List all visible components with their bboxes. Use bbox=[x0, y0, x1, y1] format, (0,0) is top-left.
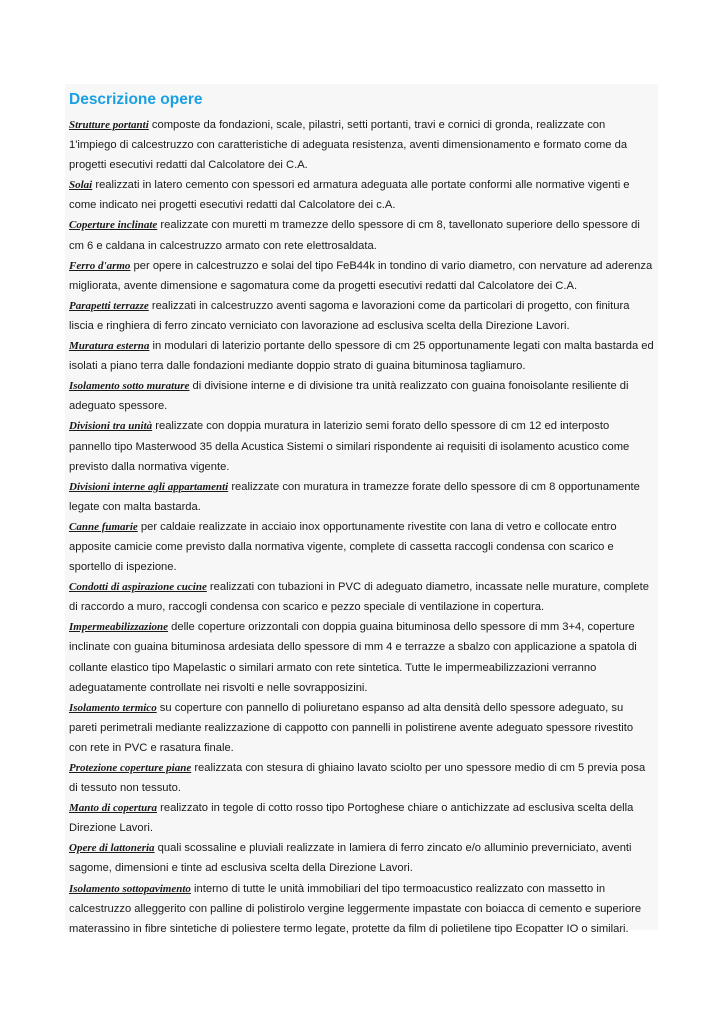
item-text: su coperture con pannello di poliuretano espanso ad alta densità dello spessore adeguato, su pareti perimetrali mediante realizzazione di cappotto con pannelli in polistirene avente adeguato spessore rivestito con rete in PVC e rasatura finale. bbox=[69, 701, 634, 754]
item-text: delle coperture orizzontali con doppia guaina bituminosa dello spessore di mm 3+4, coperture inclinate con guaina bituminosa ardesiata dello spessore di mm 4 e terrazze a sbalzo con applicazione a spatola di collante elastico tipo Mapelastic o similari armato con rete sintetica. Tutte le impermeabilizzazioni verranno adeguatamente controllate nei risvolti e nelle sovrapposizini. bbox=[69, 621, 637, 694]
item-text: realizzata con stesura di ghiaino lavato sciolto per uno spessore medio di cm 5 previa posa di tessuto non tessuto. bbox=[69, 762, 646, 795]
item-text: di divisione interne e di divisione tra unità realizzato con guaina fonoisolante resiliente di adeguato spessore. bbox=[69, 380, 629, 413]
item-term: Divisioni tra unità bbox=[69, 420, 153, 433]
item-term: Isolamento sotto murature bbox=[69, 380, 190, 393]
description-item bbox=[69, 517, 654, 577]
item-text: realizzati in calcestruzzo aventi sagoma e lavorazioni come da particolari di progetto, con finitura liscia e ringhiera di ferro zincato verniciato con lavorazione ad esclusiva scelta della Direzione Lavori. bbox=[69, 299, 630, 332]
item-text: realizzati con tubazioni in PVC di adeguato diametro, incassate nelle murature, complete di raccordo a muro, raccogli condensa con scarico e pezzo speciale di ventilazione in copertura. bbox=[69, 581, 649, 614]
item-text: per caldaie realizzate in acciaio inox opportunamente rivestite con lana di vetro e collocate entro apposite camicie come previsto dalla normativa vigente, complete di cassetta raccogli condensa con scarico e sportello di ispezione. bbox=[69, 520, 617, 574]
item-term: Divisioni interne agli appartamenti bbox=[69, 480, 229, 493]
description-item bbox=[69, 758, 654, 798]
item-term: Condotti di aspirazione cucine bbox=[69, 581, 207, 594]
item-text: composte da fondazioni, scale, pilastri, setti portanti, travi e cornici di gronda, realizzate con 1'impiego di calcestruzzo con caratteristiche di adeguata resistenza, aventi dimensionamento e formato come da progetti esecutivi redatti dal Calcolatore dei C.A. bbox=[69, 119, 628, 172]
item-text: realizzati in latero cemento con spessori ed armatura adeguata alle portate conformi alle normative vigenti e come indicato nei progetti esecutivi redatti dal Calcolatore dei c.A. bbox=[69, 179, 630, 212]
item-text: realizzato in tegole di cotto rosso tipo Portoghese chiare o antichizzate ad esclusiva scelta della Direzione Lavori. bbox=[69, 802, 634, 835]
item-text: realizzate con muretti m tramezze dello spessore di cm 8, tavellonato superiore dello spessore di cm 6 e caldana in calcestruzzo armato con rete elettrosaldata. bbox=[69, 219, 640, 252]
description-item bbox=[69, 215, 654, 255]
description-item bbox=[69, 577, 654, 617]
item-term: Manto di copertura bbox=[69, 802, 158, 815]
item-term: Isolamento termico bbox=[69, 701, 157, 714]
item-term: Parapetti terrazze bbox=[69, 299, 149, 312]
description-item bbox=[69, 376, 654, 416]
item-text: realizzate con doppia muratura in laterizio semi forato dello spessore di cm 12 ed interposto pannello tipo Masterwood 35 della Acustica Sistemi o similari rispondente ai requisiti di isolamento acustico come previsto dalla normativa vigente. bbox=[69, 420, 630, 473]
item-term: Isolamento sottopavimento bbox=[69, 882, 191, 895]
description-item bbox=[69, 698, 654, 758]
item-term: Canne fumarie bbox=[69, 520, 138, 533]
description-item bbox=[69, 798, 654, 838]
description-item bbox=[69, 477, 654, 517]
item-text: per opere in calcestruzzo e solai del tipo FeB44k in tondino di vario diametro, con nervature ad aderenza migliorata, avente dimensione e sagomatura come da progetti esecutivi redatti dal Calcolatore dei C.A. bbox=[69, 259, 653, 292]
description-item bbox=[69, 115, 654, 175]
description-item bbox=[69, 416, 654, 476]
item-text: in modulari di laterizio portante dello spessore di cm 25 opportunamente legati con malta bastarda ed isolati a piano terra dalle fondazioni mediante doppio strato di guaina bituminosa tagliamuro. bbox=[69, 340, 654, 373]
item-term: Protezione coperture piane bbox=[69, 762, 192, 774]
description-item bbox=[69, 336, 654, 376]
section-title: Descrizione opere bbox=[69, 91, 203, 108]
item-term: Ferro d'armo bbox=[69, 259, 131, 272]
item-term: Strutture portanti bbox=[69, 119, 149, 131]
opere-description-section bbox=[65, 84, 658, 935]
item-term: Muratura esterna bbox=[69, 340, 150, 353]
item-text: realizzate con muratura in tramezze forate dello spessore di cm 8 opportunamente legate con malta bastarda. bbox=[69, 480, 640, 513]
item-text: quali scossaline e pluviali realizzate in lamiera di ferro zincato e/o alluminio preverniciato, aventi sagome, dimensioni e tinte ad esclusiva scelta della Direzione Lavori. bbox=[69, 842, 632, 875]
description-item bbox=[69, 175, 654, 215]
item-term: Coperture inclinate bbox=[69, 219, 158, 232]
item-term: Solai bbox=[69, 179, 93, 192]
description-item bbox=[69, 296, 654, 336]
description-item bbox=[69, 879, 654, 939]
item-term: Impermeabilizzazione bbox=[69, 621, 169, 634]
description-item bbox=[69, 617, 654, 697]
description-item bbox=[69, 256, 654, 296]
item-text: interno di tutte le unità immobiliari del tipo termoacustico realizzato con massetto in calcestruzzo alleggerito con palline di polistirolo vergine leggermente impastate con boiacca di cemento e superiore materassino in fibre sintetiche di poliestere termo legate, protette da film di polietilene tipo Ecopatter IO o similari. bbox=[69, 882, 642, 935]
description-item bbox=[69, 838, 654, 878]
item-term: Opere di lattoneria bbox=[69, 842, 155, 855]
description-list bbox=[69, 115, 654, 939]
